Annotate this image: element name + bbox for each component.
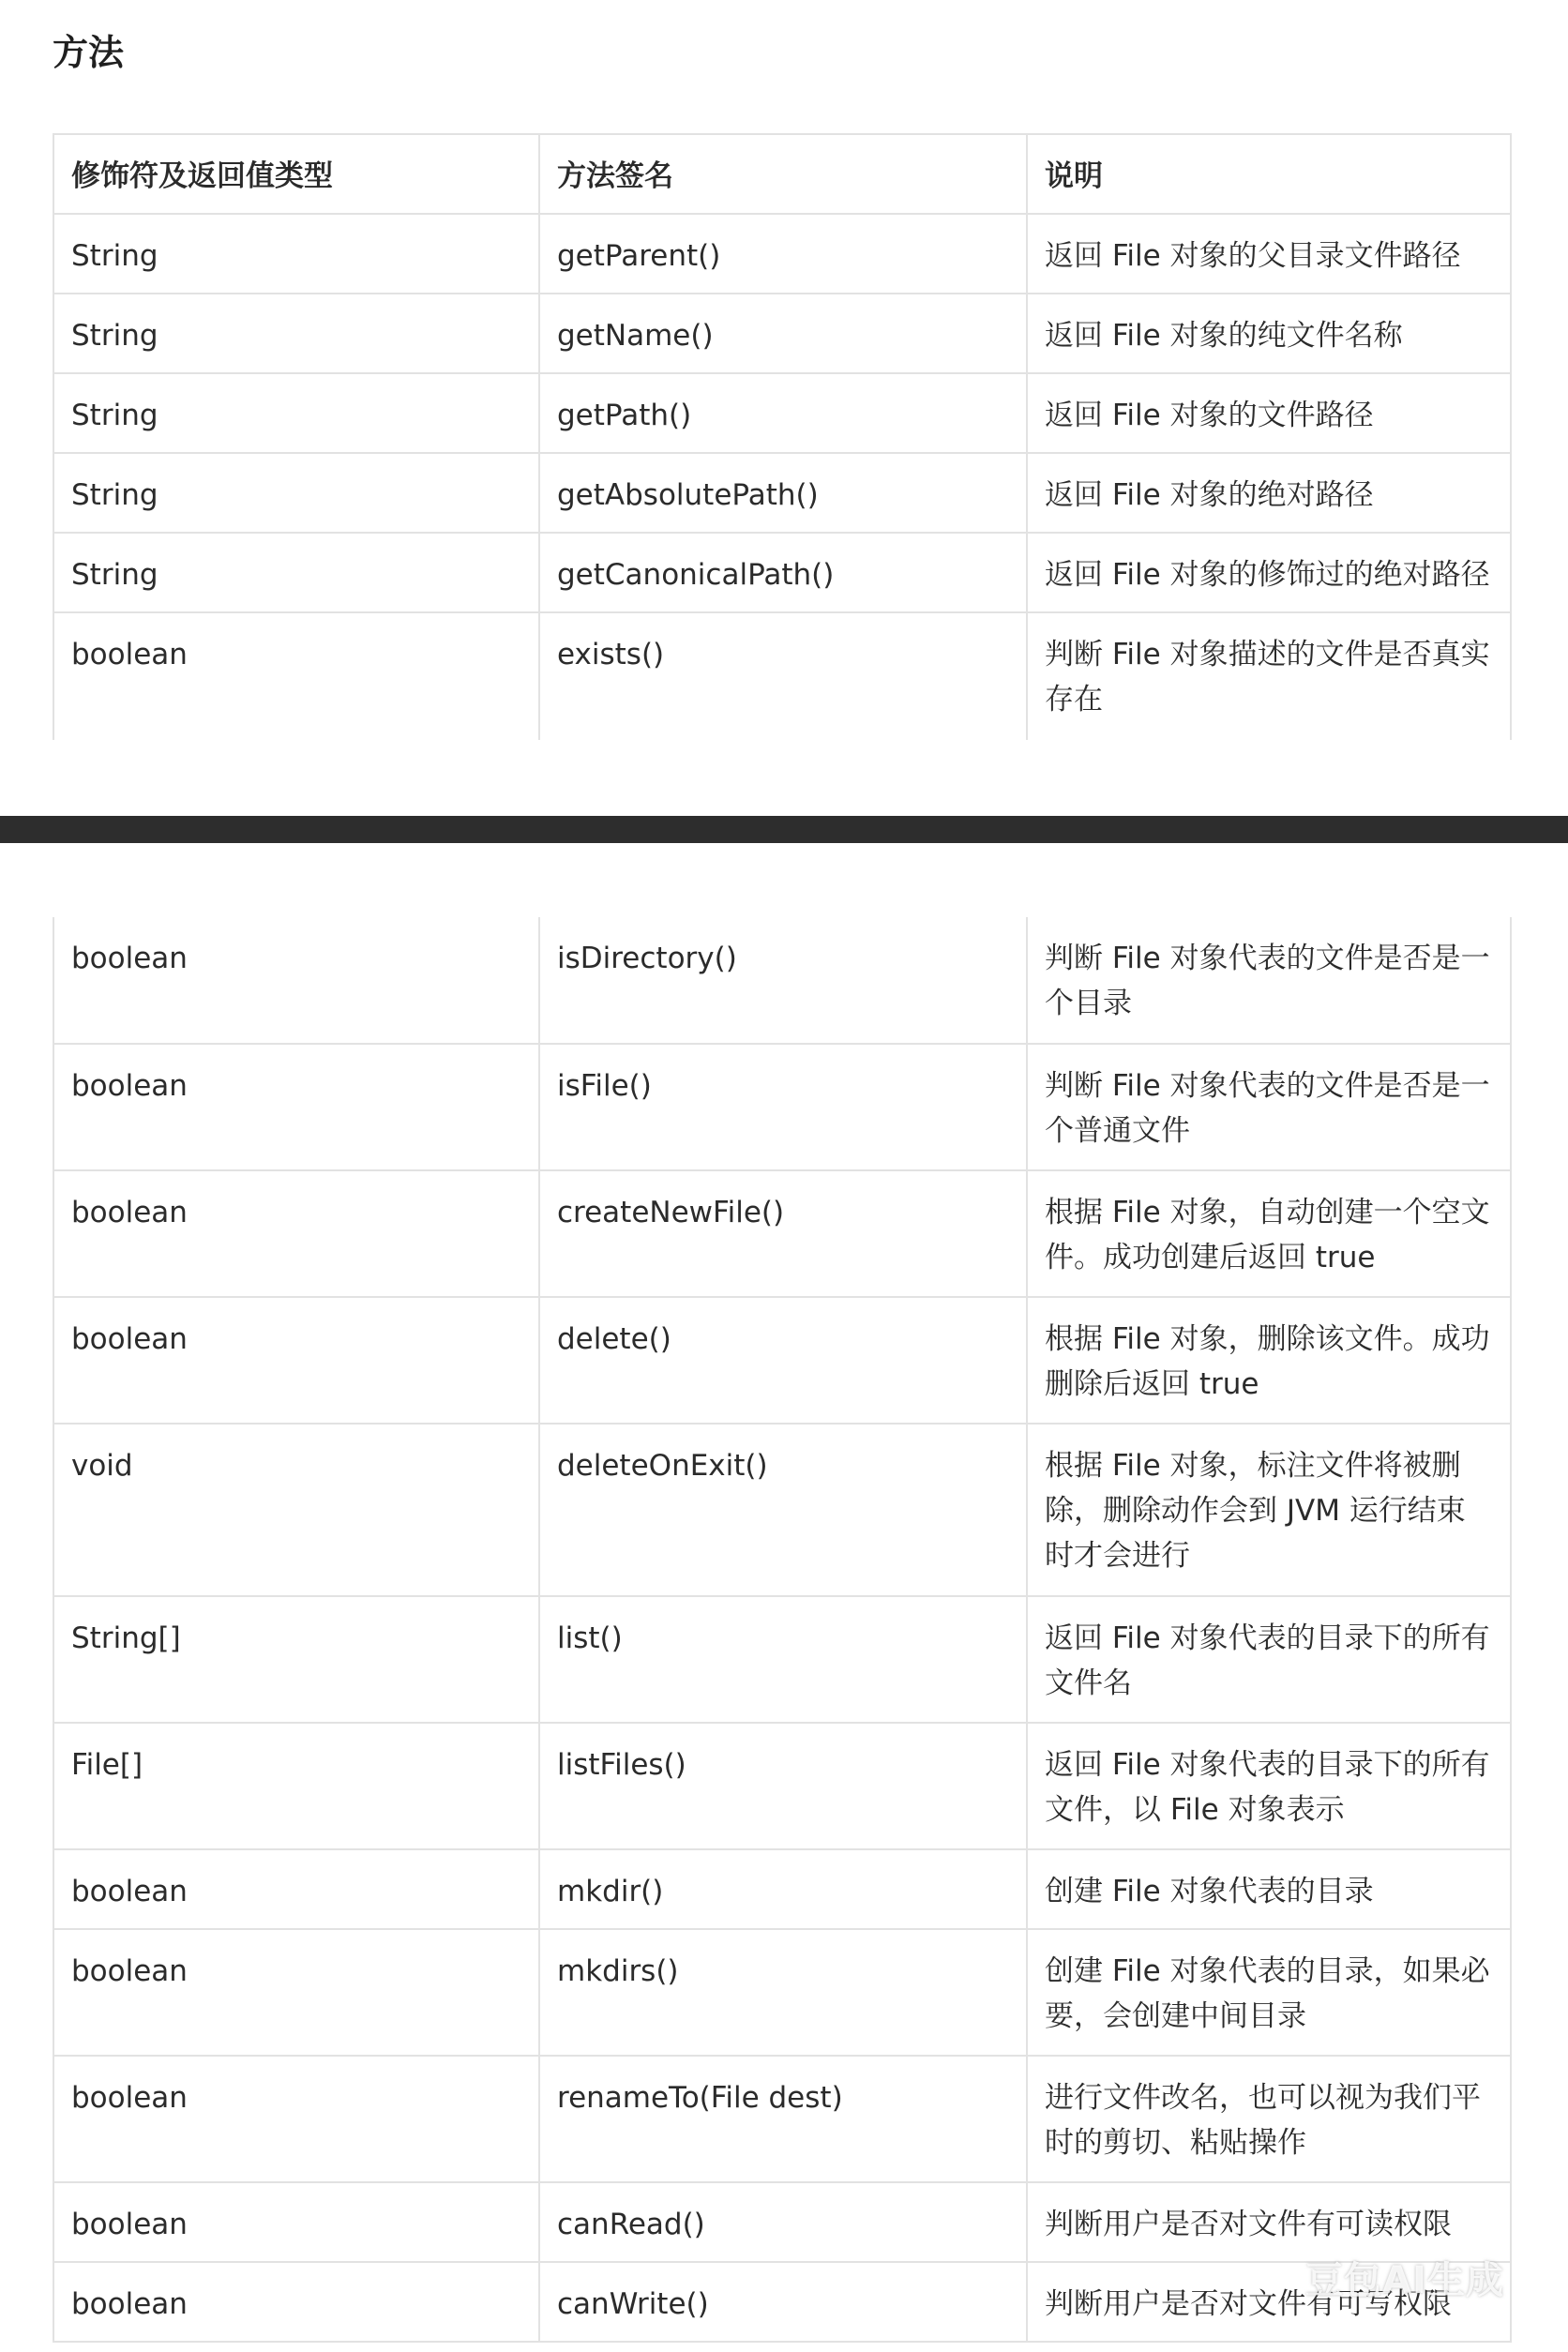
table-row — [53, 2262, 1511, 2342]
table-row — [53, 1596, 1511, 1723]
cell-description: 创建 File 对象代表的目录，如果必要，会创建中间目录 — [1027, 1929, 1511, 2056]
table-row — [53, 1723, 1511, 1849]
cell-description: 返回 File 对象代表的目录下的所有文件，以 File 对象表示 — [1027, 1723, 1511, 1849]
cell-signature: getAbsolutePath() — [539, 453, 1027, 533]
cell-signature: isFile() — [539, 1044, 1027, 1170]
cell-type: String — [53, 373, 539, 453]
cell-type: String — [53, 453, 539, 533]
section-divider-bar — [0, 816, 1568, 843]
cell-signature: mkdirs() — [539, 1929, 1027, 2056]
cell-description: 判断 File 对象代表的文件是否是一个目录 — [1027, 917, 1511, 1044]
table-row — [53, 2056, 1511, 2182]
table-row — [53, 2182, 1511, 2262]
cell-description: 返回 File 对象的修饰过的绝对路径 — [1027, 533, 1511, 612]
cell-type: boolean — [53, 2056, 539, 2182]
cell-description: 判断 File 对象代表的文件是否是一个普通文件 — [1027, 1044, 1511, 1170]
cell-description: 返回 File 对象的绝对路径 — [1027, 453, 1511, 533]
cell-type: boolean — [53, 1044, 539, 1170]
table-row — [53, 533, 1511, 612]
table-row — [53, 1849, 1511, 1929]
cell-signature: deleteOnExit() — [539, 1424, 1027, 1596]
cell-description: 返回 File 对象代表的目录下的所有文件名 — [1027, 1596, 1511, 1723]
table-row — [53, 917, 1511, 1044]
table-row — [53, 1929, 1511, 2056]
cell-description: 返回 File 对象的父目录文件路径 — [1027, 214, 1511, 294]
cell-type: boolean — [53, 1929, 539, 2056]
cell-type: boolean — [53, 917, 539, 1044]
cell-description: 返回 File 对象的文件路径 — [1027, 373, 1511, 453]
cell-description: 创建 File 对象代表的目录 — [1027, 1849, 1511, 1929]
cell-signature: getName() — [539, 294, 1027, 373]
cell-description: 判断 File 对象描述的文件是否真实存在 — [1027, 612, 1511, 740]
cell-type: String — [53, 533, 539, 612]
table-row — [53, 1170, 1511, 1297]
cell-description: 返回 File 对象的纯文件名称 — [1027, 294, 1511, 373]
methods-table-top — [53, 133, 1512, 740]
table-row — [53, 373, 1511, 453]
table-row — [53, 1424, 1511, 1596]
cell-type: void — [53, 1424, 539, 1596]
cell-signature: isDirectory() — [539, 917, 1027, 1044]
table-row — [53, 453, 1511, 533]
cell-type: boolean — [53, 1297, 539, 1424]
cell-signature: canWrite() — [539, 2262, 1027, 2342]
cell-signature: exists() — [539, 612, 1027, 740]
table-row — [53, 612, 1511, 740]
cell-description: 判断用户是否对文件有可读权限 — [1027, 2182, 1511, 2262]
header-signature: 方法签名 — [539, 134, 1027, 214]
cell-type: boolean — [53, 1849, 539, 1929]
cell-description: 进行文件改名，也可以视为我们平时的剪切、粘贴操作 — [1027, 2056, 1511, 2182]
cell-signature: listFiles() — [539, 1723, 1027, 1849]
methods-table-bottom — [53, 917, 1512, 2343]
cell-type: File[] — [53, 1723, 539, 1849]
cell-signature: mkdir() — [539, 1849, 1027, 1929]
table-header-row — [53, 134, 1511, 214]
table-row — [53, 1044, 1511, 1170]
cell-type: String — [53, 294, 539, 373]
cell-type: boolean — [53, 2262, 539, 2342]
header-description: 说明 — [1027, 134, 1511, 214]
cell-type: boolean — [53, 2182, 539, 2262]
watermark-text: 豆包AI生成 — [1305, 2259, 1504, 2302]
cell-description: 判断用户是否对文件有可写权限 — [1027, 2262, 1511, 2342]
cell-signature: getCanonicalPath() — [539, 533, 1027, 612]
table-row — [53, 1297, 1511, 1424]
cell-type: boolean — [53, 1170, 539, 1297]
cell-type: boolean — [53, 612, 539, 740]
cell-signature: canRead() — [539, 2182, 1027, 2262]
table-row — [53, 294, 1511, 373]
cell-description: 根据 File 对象，标注文件将被删除，删除动作会到 JVM 运行结束时才会进行 — [1027, 1424, 1511, 1596]
header-return-type: 修饰符及返回值类型 — [53, 134, 539, 214]
cell-signature: createNewFile() — [539, 1170, 1027, 1297]
cell-description: 根据 File 对象，删除该文件。成功删除后返回 true — [1027, 1297, 1511, 1424]
cell-description: 根据 File 对象，自动创建一个空文件。成功创建后返回 true — [1027, 1170, 1511, 1297]
cell-signature: delete() — [539, 1297, 1027, 1424]
table-row — [53, 214, 1511, 294]
page-title: 方法 — [53, 32, 125, 73]
cell-type: String — [53, 214, 539, 294]
cell-signature: getPath() — [539, 373, 1027, 453]
cell-type: String[] — [53, 1596, 539, 1723]
cell-signature: list() — [539, 1596, 1027, 1723]
cell-signature: getParent() — [539, 214, 1027, 294]
cell-signature: renameTo(File dest) — [539, 2056, 1027, 2182]
